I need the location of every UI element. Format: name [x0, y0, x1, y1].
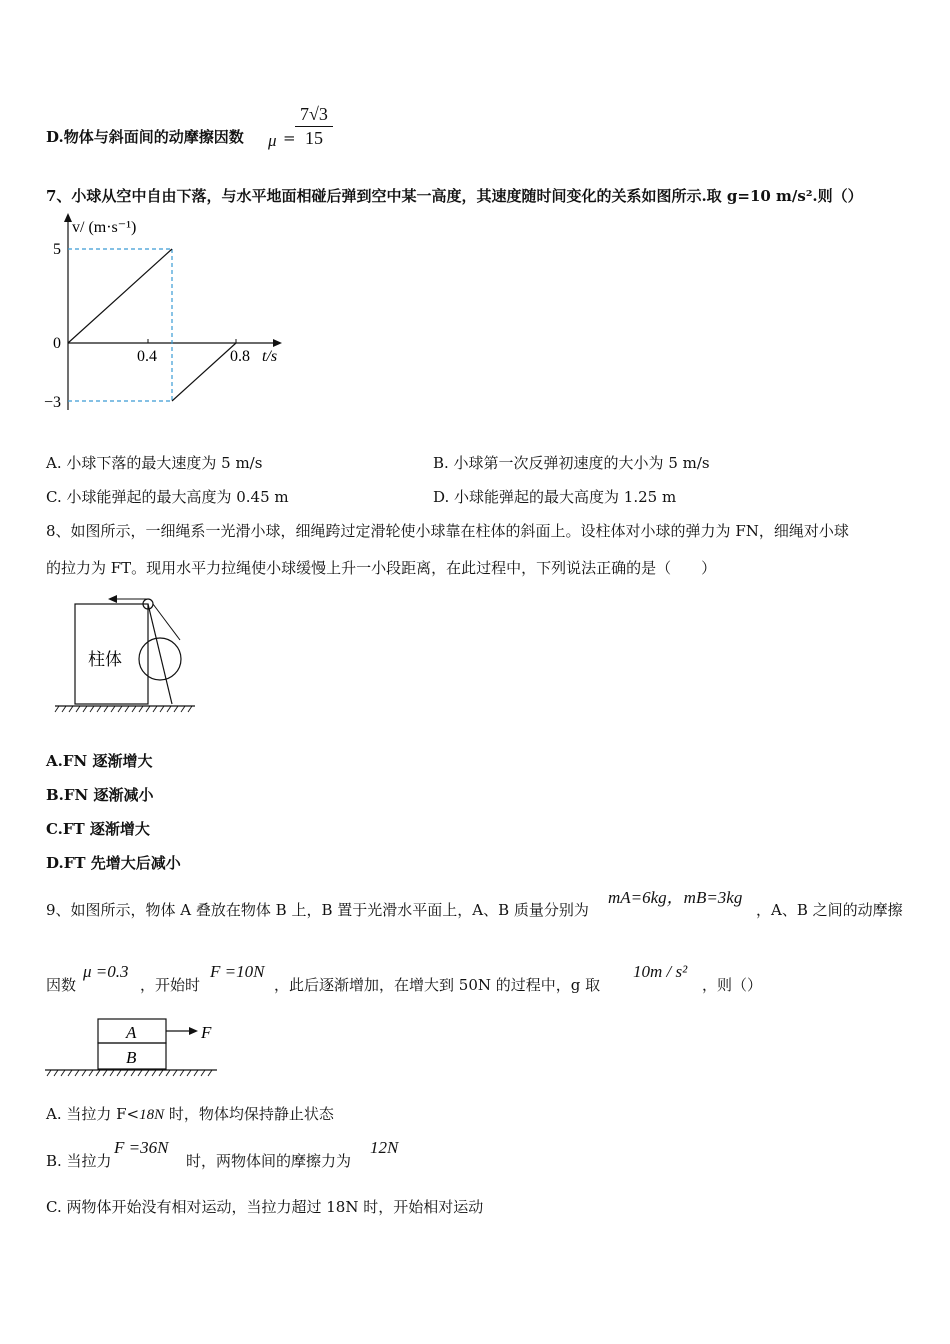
- q7-stem: 7、小球从空中自由下落，与水平地面相碰后弹到空中某一高度，其速度随时间变化的关系如图所示.取 g=10 m/s².则（）: [46, 187, 863, 205]
- incline-line: [148, 604, 172, 704]
- pull-arrow: [108, 595, 117, 603]
- q8-stem-line1: 8、如图所示，一细绳系一光滑小球，细绳跨过定滑轮使小球靠在柱体的斜面上。设柱体对小球的弹力为 FN，细绳对小球: [46, 522, 849, 540]
- q9-initial-force: F =10N: [210, 962, 265, 981]
- q9-line2-b: ，开始时: [140, 976, 201, 994]
- graph-line-falling: [68, 249, 172, 343]
- q9-blocks-figure: [42, 1016, 222, 1082]
- q8-option-b: B.FN 逐渐减小: [46, 786, 154, 804]
- q9-option-b-friction: 12N: [370, 1138, 399, 1157]
- tick-label-08: 0.8: [230, 348, 250, 365]
- q9-stem-a: 9、如图所示，物体 A 叠放在物体 B 上，B 置于光滑水平面上，A、B 质量分别为: [46, 901, 589, 919]
- y-axis-label: v/ (m·s⁻¹): [72, 219, 137, 236]
- block-a-label: A: [126, 1023, 137, 1042]
- q9-option-b-mid: 时，两物体间的摩擦力为: [186, 1152, 352, 1170]
- q6-fraction-numerator: 7√3: [300, 104, 328, 124]
- tick-label-minus3: −3: [44, 394, 62, 411]
- q6-fraction: [295, 104, 333, 149]
- q9-gravity-value: 10m / s²: [633, 962, 688, 981]
- force-label: F: [201, 1023, 212, 1042]
- q6-fraction-denominator: 15: [305, 128, 323, 148]
- rope-to-ball: [153, 604, 180, 640]
- fraction-bar: [295, 126, 333, 127]
- q7-option-d: D. 小球能弹起的最大高度为 1.25 m: [433, 488, 677, 506]
- y-axis-arrow: [64, 213, 72, 222]
- q9-mu-value: μ =0.3: [83, 962, 129, 981]
- q8-pillar-figure: [52, 592, 202, 718]
- ball: [139, 638, 181, 680]
- q7-option-a: A. 小球下落的最大速度为 5 m/s: [46, 454, 263, 472]
- q9-line2-c: ，此后逐渐增加，在增大到 50N 的过程中，g 取: [274, 976, 601, 994]
- q9-option-a: [46, 1104, 334, 1125]
- q8-option-a: A.FN 逐渐增大: [46, 752, 153, 770]
- x-axis-arrow: [273, 339, 282, 347]
- force-arrow-head: [189, 1027, 198, 1035]
- q9-option-b-force: F =36N: [114, 1138, 169, 1157]
- ground-hatch: [47, 1070, 212, 1076]
- q6-option-d: D.物体与斜面间的动摩擦因数: [46, 128, 244, 146]
- q7-option-b: B. 小球第一次反弹初速度的大小为 5 m/s: [433, 454, 710, 472]
- tick-label-04: 0.4: [137, 348, 157, 365]
- tick-label-0: 0: [53, 335, 61, 352]
- q8-option-d: D.FT 先增大后减小: [46, 854, 181, 872]
- tick-label-5: 5: [53, 241, 61, 258]
- ground-hatch: [55, 706, 192, 712]
- q7-velocity-time-graph: [36, 210, 296, 420]
- q9-option-b-prefix: B. 当拉力: [46, 1152, 112, 1170]
- graph-line-rising: [172, 343, 236, 401]
- q8-stem-line2: 的拉力为 FT。现用水平力拉绳使小球缓慢上升一小段距离，在此过程中，下列说法正确的是（ ）: [46, 559, 717, 577]
- q8-option-c: C.FT 逐渐增大: [46, 820, 150, 838]
- pillar-label: 柱体: [88, 650, 122, 669]
- x-axis-label: t/s: [262, 348, 278, 365]
- q6-mu-symbol: μ: [268, 131, 277, 150]
- q9-masses: mA=6kg，mB=3kg: [608, 888, 743, 907]
- q9-option-c: C. 两物体开始没有相对运动，当拉力超过 18N 时，开始相对运动: [46, 1198, 484, 1216]
- q9-option-a-suffix: 时，物体均保持静止状态: [164, 1105, 334, 1123]
- q9-stem-b: ，A、B 之间的动摩擦: [756, 901, 903, 919]
- q6-equals: =: [283, 129, 296, 147]
- q9-line2-d: ，则（）: [702, 976, 763, 994]
- block-b-label: B: [126, 1048, 137, 1067]
- q9-option-a-value: 18N: [139, 1107, 165, 1123]
- q7-option-c: C. 小球能弹起的最大高度为 0.45 m: [46, 488, 289, 506]
- q9-line2-a: 因数: [46, 976, 77, 994]
- q9-option-a-prefix: A. 当拉力 F<: [46, 1105, 140, 1123]
